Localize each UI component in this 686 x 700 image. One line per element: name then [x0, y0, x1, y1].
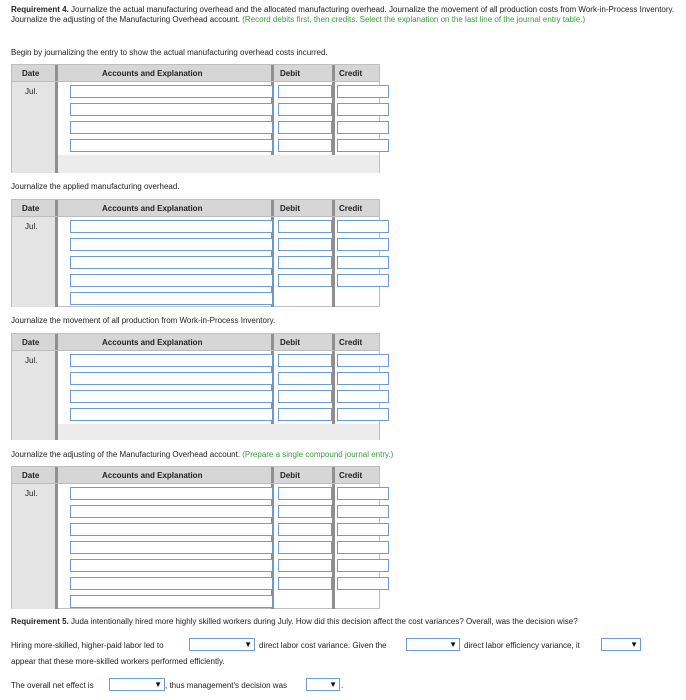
header-credit: Credit — [339, 471, 363, 480]
account-input[interactable] — [70, 487, 273, 500]
account-input[interactable] — [70, 220, 273, 233]
table-header — [12, 65, 379, 82]
date-label: Jul. — [25, 87, 38, 96]
table-header — [12, 467, 379, 484]
chevron-down-icon: ▼ — [449, 640, 457, 649]
header-credit: Credit — [339, 69, 363, 78]
credit-input[interactable] — [337, 274, 389, 287]
header-date: Date — [22, 338, 40, 347]
account-input[interactable] — [70, 85, 273, 98]
credit-input[interactable] — [337, 354, 389, 367]
journal-table-4 — [11, 466, 380, 609]
debit-input[interactable] — [278, 139, 332, 152]
req5-line1-b: direct labor cost variance. Given the — [259, 641, 387, 650]
account-input[interactable] — [70, 238, 273, 251]
header-accounts: Accounts and Explanation — [102, 204, 203, 213]
header-credit: Credit — [339, 338, 363, 347]
header-accounts: Accounts and Explanation — [102, 69, 203, 78]
appear-dropdown[interactable] — [601, 638, 641, 651]
account-input[interactable] — [70, 595, 273, 608]
debit-input[interactable] — [278, 103, 332, 116]
entry-4-note: (Prepare a single compound journal entry.) — [240, 450, 394, 459]
credit-input[interactable] — [337, 220, 389, 233]
credit-input[interactable] — [337, 121, 389, 134]
account-input[interactable] — [70, 372, 273, 385]
req5-line1-a: Hiring more-skilled, higher-paid labor led to — [11, 641, 164, 650]
account-input[interactable] — [70, 523, 273, 536]
credit-input[interactable] — [337, 541, 389, 554]
account-input[interactable] — [70, 139, 273, 152]
account-input[interactable] — [70, 121, 273, 134]
efficiency-variance-dropdown[interactable] — [406, 638, 460, 651]
credit-input[interactable] — [337, 372, 389, 385]
account-input[interactable] — [70, 103, 273, 116]
chevron-down-icon: ▼ — [630, 640, 638, 649]
header-date: Date — [22, 204, 40, 213]
req5-line1-c: direct labor efficiency variance, it — [464, 641, 580, 650]
credit-input[interactable] — [337, 85, 389, 98]
table-header — [12, 334, 379, 351]
date-label: Jul. — [25, 222, 38, 231]
date-label: Jul. — [25, 489, 38, 498]
credit-input[interactable] — [337, 103, 389, 116]
account-input[interactable] — [70, 274, 273, 287]
debit-input[interactable] — [278, 85, 332, 98]
debit-input[interactable] — [278, 238, 332, 251]
credit-input[interactable] — [337, 577, 389, 590]
entry-4-prompt — [11, 450, 393, 459]
chevron-down-icon: ▼ — [329, 680, 337, 689]
account-input[interactable] — [70, 256, 273, 269]
debit-input[interactable] — [278, 559, 332, 572]
debit-input[interactable] — [278, 372, 332, 385]
debit-input[interactable] — [278, 220, 332, 233]
debit-input[interactable] — [278, 523, 332, 536]
requirement-5-heading: Requirement 5. — [11, 617, 69, 626]
debit-input[interactable] — [278, 505, 332, 518]
debit-input[interactable] — [278, 390, 332, 403]
credit-input[interactable] — [337, 505, 389, 518]
account-input[interactable] — [70, 354, 273, 367]
credit-input[interactable] — [337, 559, 389, 572]
req5-line3-c: . — [341, 681, 344, 690]
debit-input[interactable] — [278, 408, 332, 421]
account-input[interactable] — [70, 559, 273, 572]
requirement-5-text: Juda intentionally hired more highly skilled workers during July. How did this decision affect the cost variances? Overall, was the decision wise? — [68, 617, 578, 626]
credit-input[interactable] — [337, 238, 389, 251]
req5-line3-a: The overall net effect is — [11, 681, 94, 690]
credit-input[interactable] — [337, 139, 389, 152]
credit-input[interactable] — [337, 390, 389, 403]
chevron-down-icon: ▼ — [154, 680, 162, 689]
account-input[interactable] — [70, 541, 273, 554]
header-accounts: Accounts and Explanation — [102, 471, 203, 480]
journal-table-3 — [11, 333, 380, 440]
account-input[interactable] — [70, 408, 273, 421]
entry-1-prompt: Begin by journalizing the entry to show the actual manufacturing overhead costs incurred. — [11, 48, 328, 57]
credit-input[interactable] — [337, 487, 389, 500]
debit-input[interactable] — [278, 354, 332, 367]
chevron-down-icon: ▼ — [244, 640, 252, 649]
account-input[interactable] — [70, 577, 273, 590]
requirement-4-heading: Requirement 4. — [11, 5, 69, 14]
journal-table-2 — [11, 199, 380, 307]
debit-input[interactable] — [278, 487, 332, 500]
header-credit: Credit — [339, 204, 363, 213]
requirement-4-text: Journalize the actual manufacturing overhead and the allocated manufacturing overhead. Journalize the movement of all production costs from Work-in-Process Inventory. Journalize the adjusting of the Manufacturing Overhead account. — [11, 5, 675, 24]
entry-2-prompt: Journalize the applied manufacturing overhead. — [11, 182, 180, 191]
entry-3-prompt: Journalize the movement of all production from Work-in-Process Inventory. — [11, 316, 276, 325]
credit-input[interactable] — [337, 408, 389, 421]
credit-input[interactable] — [337, 256, 389, 269]
req5-line3-b: , thus management's decision was — [165, 681, 288, 690]
decision-dropdown[interactable] — [306, 678, 340, 691]
header-accounts: Accounts and Explanation — [102, 338, 203, 347]
entry-4-prompt-text: Journalize the adjusting of the Manufacturing Overhead account. — [11, 450, 241, 459]
journal-table-1 — [11, 64, 380, 173]
debit-input[interactable] — [278, 274, 332, 287]
table-header — [12, 200, 379, 217]
debit-input[interactable] — [278, 256, 332, 269]
header-debit: Debit — [280, 338, 300, 347]
debit-input[interactable] — [278, 541, 332, 554]
header-debit: Debit — [280, 69, 300, 78]
account-input[interactable] — [70, 390, 273, 403]
debit-input[interactable] — [278, 577, 332, 590]
account-input[interactable] — [70, 505, 273, 518]
requirement-4-note: (Record debits first, then credits. Select the explanation on the last line of the journal entry table.) — [240, 15, 586, 24]
cost-variance-dropdown[interactable] — [189, 638, 255, 651]
requirement-5-instructions — [11, 617, 578, 626]
net-effect-dropdown[interactable] — [109, 678, 165, 691]
credit-input[interactable] — [337, 523, 389, 536]
account-input[interactable] — [70, 292, 273, 305]
header-debit: Debit — [280, 204, 300, 213]
requirement-4-instructions — [11, 5, 676, 25]
header-date: Date — [22, 471, 40, 480]
req5-line2: appear that these more-skilled workers performed efficiently. — [11, 657, 225, 666]
header-debit: Debit — [280, 471, 300, 480]
date-label: Jul. — [25, 356, 38, 365]
debit-input[interactable] — [278, 121, 332, 134]
header-date: Date — [22, 69, 40, 78]
